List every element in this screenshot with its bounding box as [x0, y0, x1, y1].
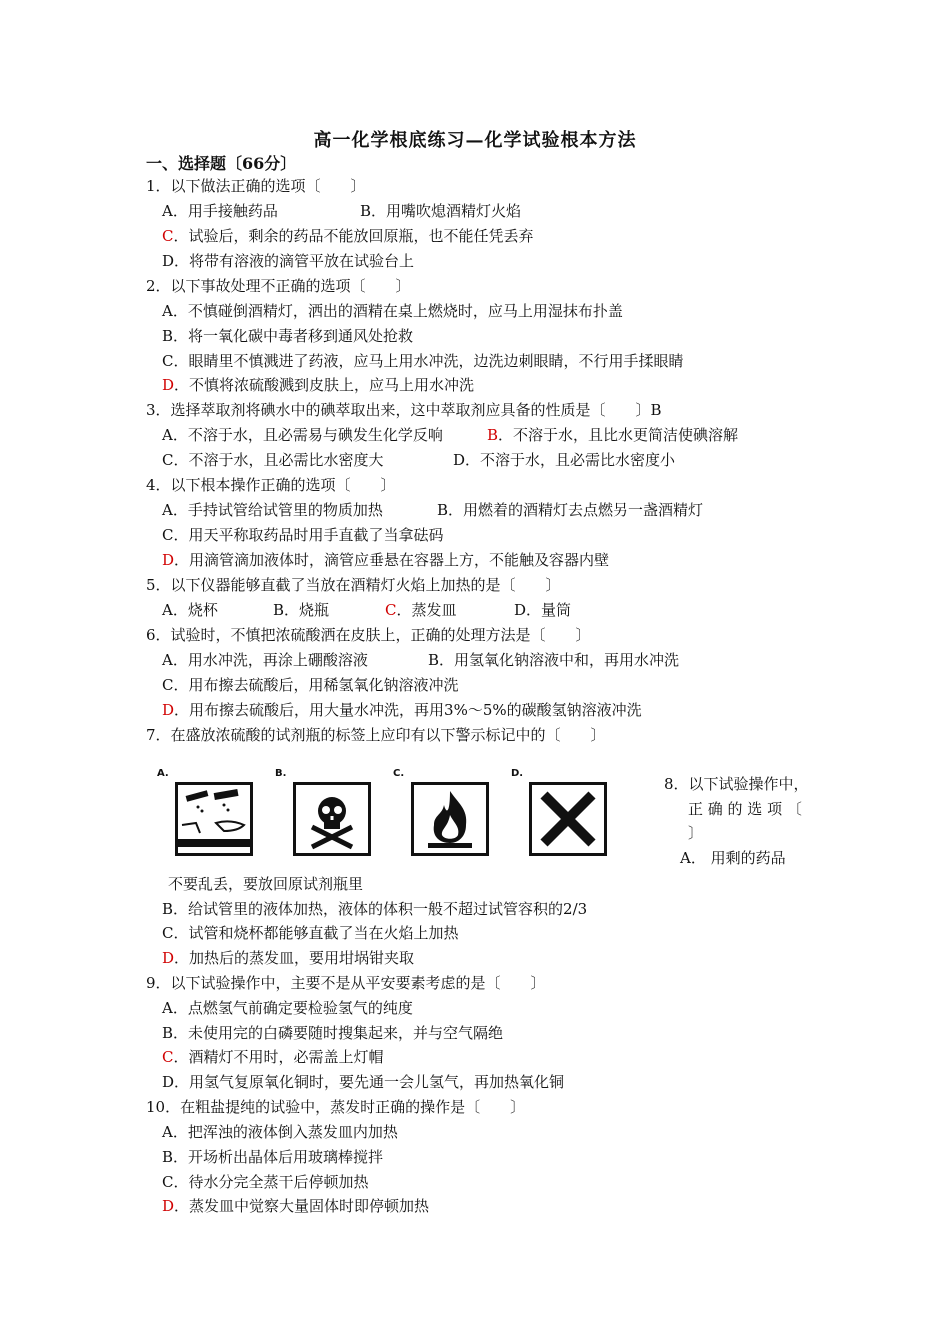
- question-5: 5．以下仪器能够直截了当放在酒精灯火焰上加热的是〔 〕: [146, 576, 561, 594]
- answer-marker: C: [162, 227, 174, 245]
- question-4: 4．以下根本操作正确的选项〔 〕: [146, 476, 396, 494]
- question-8-cont: 正 确 的 选 项 〔: [688, 800, 802, 818]
- question-6: 6．试验时，不慎把浓硫酸洒在皮肤上，正确的处理方法是〔 〕: [146, 626, 591, 644]
- skull-crossbones-icon: [293, 782, 371, 856]
- option-5d: D．量筒: [514, 601, 572, 619]
- option-10c: C．待水分完全蒸干后停顿加热: [162, 1173, 369, 1191]
- option-9b: B．未使用完的白磷要随时搜集起来，并与空气隔绝: [162, 1024, 504, 1042]
- option-10b: B．开场析出晶体后用玻璃棒搅拌: [162, 1148, 384, 1166]
- option-3c: C．不溶于水，且必需比水密度大: [162, 451, 384, 469]
- answer-marker: D: [162, 701, 175, 719]
- answer-marker: D: [162, 1197, 175, 1215]
- question-3: 3．选择萃取剂将碘水中的碘萃取出来，这中萃取剂应具备的性质是〔 〕B: [146, 401, 662, 419]
- option-9c: [162, 1047, 384, 1067]
- option-1d: D．将带有溶液的滴管平放在试验台上: [162, 252, 415, 270]
- option-3a: A．不溶于水，且必需易与碘发生化学反响: [162, 426, 443, 444]
- sign-c: [391, 768, 491, 860]
- option-3d: D．不溶于水，且必需比水密度小: [453, 451, 676, 469]
- option-text: ．不慎将浓硫酸溅到皮肤上，应马上用水冲洗: [174, 376, 475, 394]
- option-8a-cont: 不要乱丢，要放回原试剂瓶里: [168, 875, 364, 893]
- option-8d: [162, 948, 414, 968]
- page-title: 高一化学根底练习—化学试验根本方法: [313, 130, 637, 151]
- option-2a: A．不慎碰倒酒精灯，洒出的酒精在桌上燃烧时，应马上用湿抹布扑盖: [162, 302, 623, 320]
- option-4a: A．手持试管给试管里的物质加热: [162, 501, 383, 519]
- option-4d: [162, 550, 609, 570]
- option-5a: A．烧杯: [162, 601, 218, 619]
- hazard-signs: [155, 768, 625, 860]
- answer-marker: B: [487, 426, 499, 444]
- option-text: ．加热后的蒸发皿，要用坩埚钳夹取: [174, 949, 415, 967]
- option-8c: C．试管和烧杯都能够直截了当在火焰上加热: [162, 924, 459, 942]
- option-6d: [162, 700, 642, 720]
- option-2d: [162, 375, 474, 395]
- option-8b: B．给试管里的液体加热，液体的体积一般不超过试管容积的2/3: [162, 900, 588, 918]
- answer-marker: C: [385, 601, 397, 619]
- option-10d: [162, 1196, 429, 1216]
- option-1b: B．用嘴吹熄酒精灯火焰: [360, 202, 522, 220]
- option-6b: B．用氢氧化钠溶液中和，再用水冲洗: [428, 651, 680, 669]
- flame-icon: [411, 782, 489, 856]
- question-9: 9．以下试验操作中，主要不是从平安要素考虑的是〔 〕: [146, 974, 546, 992]
- cross-x-icon: [529, 782, 607, 856]
- option-text: ．不溶于水，且比水更简洁使碘溶解: [498, 426, 739, 444]
- question-10: 10．在粗盐提纯的试验中，蒸发时正确的操作是〔 〕: [146, 1098, 526, 1116]
- sign-d: [509, 768, 609, 860]
- option-8a: A． 用剩的药品: [680, 849, 786, 867]
- option-2c: C．眼睛里不慎溅进了药液，应马上用水冲洗，边洗边刺眼睛，不行用手揉眼睛: [162, 352, 684, 370]
- question-7: 7．在盛放浓硫酸的试剂瓶的标签上应印有以下警示标记中的〔 〕: [146, 726, 606, 744]
- option-1a: A．用手接触药品: [162, 202, 278, 220]
- answer-marker: D: [162, 376, 175, 394]
- option-1c: [162, 226, 534, 246]
- sign-label: D.: [511, 768, 524, 779]
- option-6c: C．用布擦去硫酸后，用稀氢氧化钠溶液冲洗: [162, 676, 459, 694]
- option-text: ．用布擦去硫酸后，用大量水冲洗，再用3%～5%的碳酸氢钠溶液冲洗: [174, 701, 642, 719]
- option-3b: [487, 425, 738, 445]
- answer-marker: D: [162, 949, 175, 967]
- sign-label: A.: [157, 768, 169, 779]
- option-5c: [385, 600, 457, 620]
- option-4c: C．用天平称取药品时用手直截了当拿砝码: [162, 526, 444, 544]
- option-text: ．试验后，剩余的药品不能放回原瓶，也不能任凭丢弃: [173, 227, 534, 245]
- sign-b: [273, 768, 373, 860]
- sign-a: [155, 768, 255, 860]
- option-text: ．酒精灯不用时，必需盖上灯帽: [173, 1048, 384, 1066]
- option-text: ．蒸发皿: [396, 601, 457, 619]
- question-2: 2．以下事故处理不正确的选项〔 〕: [146, 277, 411, 295]
- option-9d: D．用氢气复原氧化铜时，要先通一会儿氢气，再加热氧化铜: [162, 1073, 565, 1091]
- answer-marker: D: [162, 551, 175, 569]
- sign-label: C.: [393, 768, 405, 779]
- option-9a: A．点燃氢气前确定要检验氢气的纯度: [162, 999, 413, 1017]
- option-6a: A．用水冲洗，再涂上硼酸溶液: [162, 651, 368, 669]
- corrosive-icon: [175, 782, 253, 856]
- section-heading: 一、选择题〔66分〕: [146, 154, 297, 173]
- option-5b: B．烧瓶: [273, 601, 330, 619]
- question-8-bracket: 〕: [688, 824, 704, 842]
- sign-label: B.: [275, 768, 287, 779]
- option-text: ．蒸发皿中觉察大量固体时即停顿加热: [174, 1197, 430, 1215]
- option-2b: B．将一氧化碳中毒者移到通风处抢救: [162, 327, 414, 345]
- question-1: 1．以下做法正确的选项〔 〕: [146, 177, 366, 195]
- option-10a: A．把浑浊的液体倒入蒸发皿内加热: [162, 1123, 398, 1141]
- option-4b: B．用燃着的酒精灯去点燃另一盏酒精灯: [437, 501, 704, 519]
- question-8: 8．以下试验操作中，: [664, 775, 809, 793]
- answer-marker: C: [162, 1048, 174, 1066]
- option-text: ．用滴管滴加液体时，滴管应垂悬在容器上方，不能触及容器内壁: [174, 551, 610, 569]
